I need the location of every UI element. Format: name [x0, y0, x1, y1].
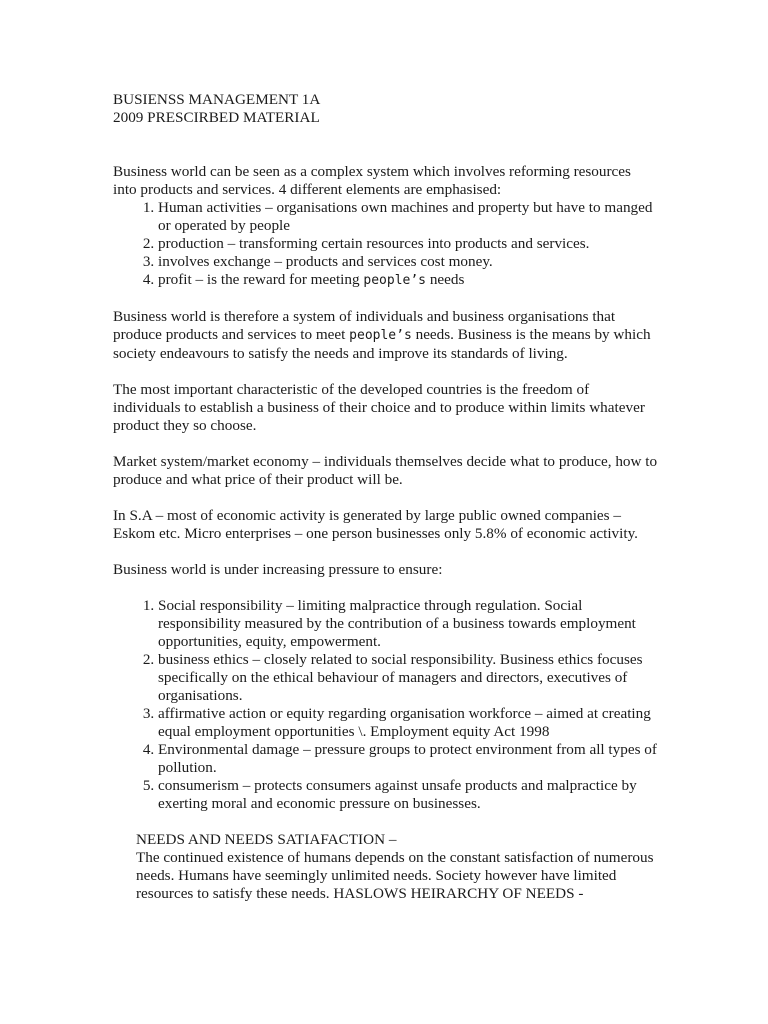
elements-list	[113, 199, 658, 290]
list-item-text: profit – is the reward for meeting	[158, 271, 364, 288]
document-subtitle: 2009 PRESCIRBED MATERIAL	[113, 109, 320, 126]
list-item: 5. consumerism – protects consumers against unsafe products and malpractice by exerting moral and economic pressure on businesses.	[158, 777, 658, 813]
system-paragraph-end: needs. Business is the means by which society endeavours to satisfy the needs and improve its standards of living.	[113, 326, 651, 362]
list-item: 4. Environmental damage – pressure groups to protect environment from all types of pollution.	[158, 741, 658, 777]
document-page	[113, 91, 658, 903]
freedom-paragraph: The most important characteristic of the developed countries is the freedom of individuals to establish a business of their choice and to produce within limits whatever product they so choose.	[113, 381, 645, 434]
sa-paragraph: In S.A – most of economic activity is generated by large public owned companies – Eskom etc. Micro enterprises – one person businesses only 5.8% of economic activity.	[113, 507, 638, 542]
document-title: BUSIENSS MANAGEMENT 1A	[113, 91, 321, 108]
list-item: 2. production – transforming certain resources into products and services.	[158, 235, 658, 253]
list-item-mono: people’s	[363, 273, 427, 288]
market-paragraph: Market system/market economy – individuals themselves decide what to produce, how to produce and what price of their product will be.	[113, 453, 658, 488]
list-item: 2. business ethics – closely related to social responsibility. Business ethics focuses specifically on the ethical behaviour of managers and directors, executives of organisations.	[158, 651, 658, 705]
list-item-text-end: needs	[426, 271, 465, 288]
list-item: 3. involves exchange – products and services cost money.	[158, 253, 658, 271]
pressure-list	[113, 597, 658, 813]
system-paragraph-mono: people’s	[349, 328, 412, 343]
intro-paragraph: Business world can be seen as a complex system which involves reforming resources into products and services. 4 different elements are emphasised:	[113, 163, 631, 198]
list-item	[158, 271, 658, 290]
pressure-intro: Business world is under increasing pressure to ensure:	[113, 561, 443, 578]
needs-section	[113, 831, 658, 903]
list-item: 3. affirmative action or equity regarding organisation workforce – aimed at creating equal employment opportunities \. Employment equity Act 1998	[158, 705, 658, 741]
list-item: 1. Human activities – organisations own machines and property but have to manged or operated by people	[158, 199, 658, 235]
needs-heading: NEEDS AND NEEDS SATIAFACTION –	[136, 831, 397, 848]
needs-paragraph: The continued existence of humans depends on the constant satisfaction of numerous needs. Humans have seemingly unlimited needs. Society however have limited resources to satisfy these needs. HASLOWS HEIRARCHY OF NEEDS -	[136, 849, 654, 902]
system-paragraph	[113, 308, 658, 363]
list-item: 1. Social responsibility – limiting malpractice through regulation. Social responsibility measured by the contribution of a business towards employment opportunities, equity, empowerment.	[158, 597, 658, 651]
system-paragraph-start: Business world is therefore a system of individuals and business organisations that produce products and services to meet	[113, 308, 616, 343]
